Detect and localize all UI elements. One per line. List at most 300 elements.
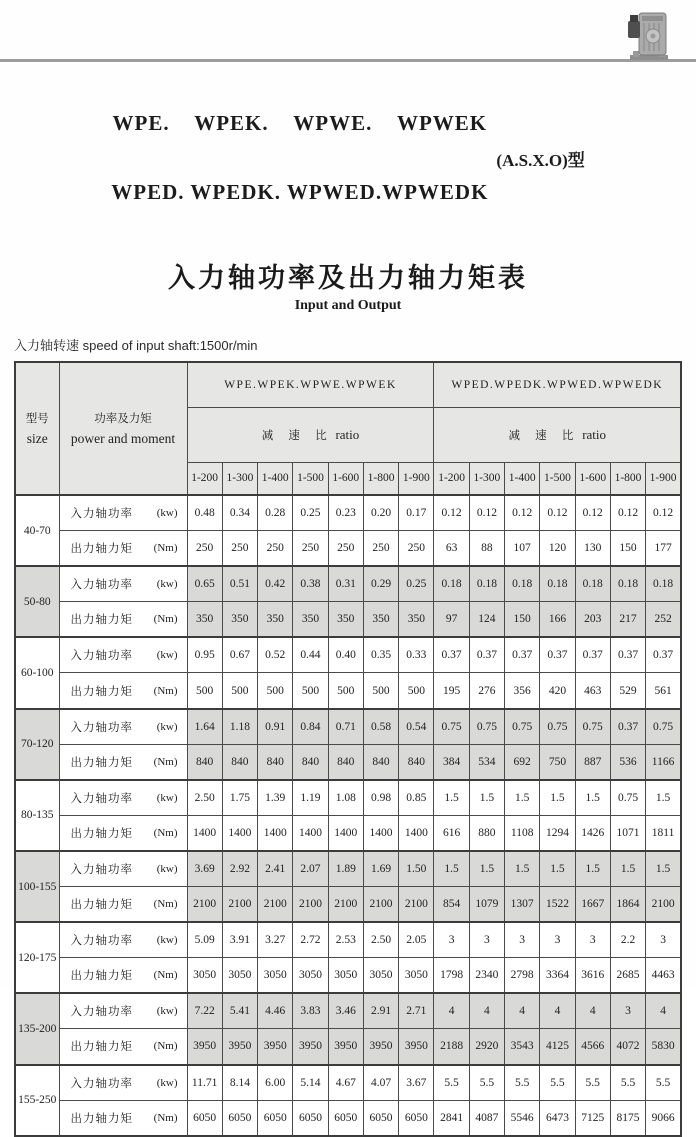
- power-120-175-g1-c4: 2.72: [293, 922, 328, 958]
- input-power-50-80-unit: (kw): [156, 578, 178, 591]
- torque-40-70-g2-c4: 120: [540, 531, 575, 567]
- torque-80-135-g1-c6: 1400: [363, 815, 398, 851]
- power-155-250-g2-c4: 5.5: [540, 1065, 575, 1101]
- torque-155-250-g1-c3: 6050: [258, 1100, 293, 1136]
- power-70-120-g2-c2: 0.75: [469, 709, 504, 745]
- torque-135-200-g2-c4: 4125: [540, 1029, 575, 1065]
- output-torque-120-175-label: 出力轴力矩: [70, 970, 133, 983]
- power-70-120-g1-c5: 0.71: [328, 709, 363, 745]
- input-power-155-250-label: 入力轴功率: [70, 1077, 133, 1090]
- power-50-80-g1-c7: 0.25: [399, 566, 434, 602]
- torque-40-70-g2-c2: 88: [469, 531, 504, 567]
- size-cell-155-250: 155-250: [15, 1065, 59, 1136]
- torque-80-135-g1-c1: 1400: [187, 815, 222, 851]
- torque-100-155-g2-c7: 2100: [646, 887, 681, 923]
- power-80-135-g1-c7: 0.85: [399, 780, 434, 816]
- output-torque-100-155-unit: (Nm): [153, 898, 178, 911]
- torque-50-80-g2-c6: 217: [610, 602, 645, 638]
- power-155-250-g1-c7: 3.67: [399, 1065, 434, 1101]
- torque-60-100-g2-c5: 463: [575, 673, 610, 709]
- power-135-200-g2-c2: 4: [469, 993, 504, 1029]
- power-50-80-g1-c2: 0.51: [222, 566, 257, 602]
- torque-60-100-g1-c1: 500: [187, 673, 222, 709]
- power-155-250-g1-c1: 11.71: [187, 1065, 222, 1101]
- torque-100-155-g1-c2: 2100: [222, 887, 257, 923]
- torque-70-120-g2-c7: 1166: [646, 744, 681, 780]
- power-120-175-g2-c7: 3: [646, 922, 681, 958]
- model-series-line1: WPE. WPEK. WPWE. WPWEK: [112, 111, 488, 135]
- torque-70-120-g2-c2: 534: [469, 744, 504, 780]
- torque-100-155-g1-c5: 2100: [328, 887, 363, 923]
- page-title-cn: 入力轴功率及出力轴力矩表: [168, 263, 528, 293]
- input-power-135-200-unit: (kw): [156, 1005, 178, 1018]
- power-70-120-g1-c6: 0.58: [363, 709, 398, 745]
- torque-135-200-g2-c6: 4072: [610, 1029, 645, 1065]
- power-155-250-g2-c6: 5.5: [610, 1065, 645, 1101]
- torque-100-155-g1-c4: 2100: [293, 887, 328, 923]
- input-power-80-135-unit: (kw): [156, 791, 178, 804]
- output-torque-70-120-unit: (Nm): [153, 755, 178, 768]
- input-power-100-155-label: 入力轴功率: [70, 863, 133, 876]
- torque-120-175-g1-c5: 3050: [328, 958, 363, 994]
- power-80-135-g2-c5: 1.5: [575, 780, 610, 816]
- output-torque-60-100-label: 出力轴力矩: [70, 685, 133, 698]
- torque-60-100-g1-c2: 500: [222, 673, 257, 709]
- power-120-175-g2-c3: 3: [505, 922, 540, 958]
- torque-70-120-g1-c4: 840: [293, 744, 328, 780]
- power-155-250-g1-c2: 8.14: [222, 1065, 257, 1101]
- torque-100-155-g2-c5: 1667: [575, 887, 610, 923]
- torque-70-120-g1-c3: 840: [258, 744, 293, 780]
- torque-40-70-g1-c2: 250: [222, 531, 257, 567]
- torque-155-250-g1-c1: 6050: [187, 1100, 222, 1136]
- power-155-250-g2-c2: 5.5: [469, 1065, 504, 1101]
- power-row-70-120: [15, 709, 681, 745]
- power-70-120-g2-c5: 0.75: [575, 709, 610, 745]
- power-60-100-g2-c6: 0.37: [610, 637, 645, 673]
- size-cell-50-80: 50-80: [15, 566, 59, 637]
- power-40-70-g2-c3: 0.12: [505, 495, 540, 531]
- torque-70-120-g2-c1: 384: [434, 744, 469, 780]
- input-power-70-120-label-cell: [59, 709, 187, 745]
- power-135-200-g1-c3: 4.46: [258, 993, 293, 1029]
- torque-80-135-g1-c5: 1400: [328, 815, 363, 851]
- torque-row-70-120: [15, 744, 681, 780]
- group2-ratio-header: 减 速 比 ratio: [434, 407, 681, 462]
- torque-40-70-g1-c7: 250: [399, 531, 434, 567]
- power-80-135-g1-c1: 2.50: [187, 780, 222, 816]
- power-100-155-g2-c6: 1.5: [610, 851, 645, 887]
- torque-155-250-g1-c7: 6050: [399, 1100, 434, 1136]
- torque-80-135-g1-c3: 1400: [258, 815, 293, 851]
- torque-70-120-g2-c5: 887: [575, 744, 610, 780]
- power-100-155-g2-c3: 1.5: [505, 851, 540, 887]
- torque-50-80-g1-c6: 350: [363, 602, 398, 638]
- input-power-40-70-label-cell: [59, 495, 187, 531]
- torque-120-175-g2-c7: 4463: [646, 958, 681, 994]
- torque-40-70-g1-c6: 250: [363, 531, 398, 567]
- torque-80-135-g2-c3: 1108: [505, 815, 540, 851]
- output-torque-155-250-unit: (Nm): [153, 1111, 178, 1124]
- input-power-100-155-unit: (kw): [156, 862, 178, 875]
- size-cell-40-70: 40-70: [15, 495, 59, 566]
- torque-80-135-g2-c2: 880: [469, 815, 504, 851]
- output-torque-70-120-label: 出力轴力矩: [70, 756, 133, 769]
- power-120-175-g1-c5: 2.53: [328, 922, 363, 958]
- power-120-175-g2-c1: 3: [434, 922, 469, 958]
- input-power-40-70-unit: (kw): [156, 507, 178, 520]
- power-80-135-g1-c6: 0.98: [363, 780, 398, 816]
- torque-70-120-g1-c7: 840: [399, 744, 434, 780]
- output-torque-40-70-label: 出力轴力矩: [70, 543, 133, 556]
- power-row-155-250: [15, 1065, 681, 1101]
- power-40-70-g1-c3: 0.28: [258, 495, 293, 531]
- torque-70-120-g1-c6: 840: [363, 744, 398, 780]
- power-50-80-g1-c4: 0.38: [293, 566, 328, 602]
- torque-50-80-g1-c7: 350: [399, 602, 434, 638]
- group1-header: WPE.WPEK.WPWE.WPWEK: [187, 362, 434, 407]
- gearbox-photo: [626, 5, 672, 63]
- power-40-70-g2-c4: 0.12: [540, 495, 575, 531]
- torque-155-250-g1-c4: 6050: [293, 1100, 328, 1136]
- output-torque-135-200-label-cell: [59, 1029, 187, 1065]
- torque-135-200-g1-c5: 3950: [328, 1029, 363, 1065]
- power-70-120-g1-c7: 0.54: [399, 709, 434, 745]
- size-cell-135-200: 135-200: [15, 993, 59, 1064]
- power-70-120-g2-c6: 0.37: [610, 709, 645, 745]
- input-power-135-200-label-cell: [59, 993, 187, 1029]
- power-100-155-g1-c2: 2.92: [222, 851, 257, 887]
- torque-60-100-g1-c5: 500: [328, 673, 363, 709]
- torque-50-80-g2-c1: 97: [434, 602, 469, 638]
- input-power-155-250-unit: (kw): [156, 1076, 178, 1089]
- power-135-200-g1-c4: 3.83: [293, 993, 328, 1029]
- power-60-100-g2-c7: 0.37: [646, 637, 681, 673]
- torque-60-100-g1-c4: 500: [293, 673, 328, 709]
- torque-155-250-g1-c2: 6050: [222, 1100, 257, 1136]
- document-header: [0, 0, 696, 314]
- power-row-100-155: [15, 851, 681, 887]
- torque-row-50-80: [15, 602, 681, 638]
- torque-80-135-g2-c4: 1294: [540, 815, 575, 851]
- torque-40-70-g1-c3: 250: [258, 531, 293, 567]
- power-70-120-g1-c2: 1.18: [222, 709, 257, 745]
- torque-155-250-g2-c7: 9066: [646, 1100, 681, 1136]
- torque-40-70-g2-c7: 177: [646, 531, 681, 567]
- power-60-100-g1-c4: 0.44: [293, 637, 328, 673]
- power-135-200-g1-c7: 2.71: [399, 993, 434, 1029]
- page-title-en: Input and Output: [294, 298, 402, 313]
- horizontal-rule: [0, 59, 696, 62]
- power-120-175-g2-c2: 3: [469, 922, 504, 958]
- model-series-list: [111, 66, 488, 250]
- output-torque-80-135-unit: (Nm): [153, 826, 178, 839]
- output-torque-135-200-label: 出力轴力矩: [70, 1041, 133, 1054]
- power-50-80-g2-c3: 0.18: [505, 566, 540, 602]
- power-80-135-g1-c4: 1.19: [293, 780, 328, 816]
- torque-135-200-g2-c3: 3543: [505, 1029, 540, 1065]
- size-column-header: [15, 362, 59, 495]
- power-155-250-g2-c7: 5.5: [646, 1065, 681, 1101]
- torque-135-200-g1-c3: 3950: [258, 1029, 293, 1065]
- power-50-80-g1-c6: 0.29: [363, 566, 398, 602]
- torque-40-70-g2-c6: 150: [610, 531, 645, 567]
- torque-60-100-g2-c3: 356: [505, 673, 540, 709]
- power-135-200-g2-c5: 4: [575, 993, 610, 1029]
- power-40-70-g1-c4: 0.25: [293, 495, 328, 531]
- output-torque-40-70-unit: (Nm): [153, 542, 178, 555]
- power-120-175-g1-c1: 5.09: [187, 922, 222, 958]
- power-60-100-g2-c5: 0.37: [575, 637, 610, 673]
- power-120-175-g1-c3: 3.27: [258, 922, 293, 958]
- power-80-135-g2-c7: 1.5: [646, 780, 681, 816]
- power-50-80-g2-c5: 0.18: [575, 566, 610, 602]
- torque-50-80-g2-c7: 252: [646, 602, 681, 638]
- power-50-80-g2-c6: 0.18: [610, 566, 645, 602]
- power-torque-table: [14, 361, 682, 1137]
- torque-135-200-g1-c4: 3950: [293, 1029, 328, 1065]
- power-120-175-g1-c7: 2.05: [399, 922, 434, 958]
- power-40-70-g2-c1: 0.12: [434, 495, 469, 531]
- power-155-250-g1-c6: 4.07: [363, 1065, 398, 1101]
- ratio-header-g2-1-200: 1-200: [434, 462, 469, 495]
- input-power-40-70-label: 入力轴功率: [70, 508, 133, 521]
- power-row-60-100: [15, 637, 681, 673]
- torque-50-80-g1-c1: 350: [187, 602, 222, 638]
- torque-100-155-g1-c6: 2100: [363, 887, 398, 923]
- torque-100-155-g1-c3: 2100: [258, 887, 293, 923]
- torque-60-100-g2-c4: 420: [540, 673, 575, 709]
- torque-135-200-g1-c6: 3950: [363, 1029, 398, 1065]
- power-120-175-g1-c6: 2.50: [363, 922, 398, 958]
- type-suffix: (A.S.X.O)型: [496, 150, 585, 170]
- power-135-200-g2-c3: 4: [505, 993, 540, 1029]
- torque-135-200-g1-c1: 3950: [187, 1029, 222, 1065]
- size-header-cn: 型号: [25, 412, 49, 425]
- power-155-250-g1-c3: 6.00: [258, 1065, 293, 1101]
- power-50-80-g1-c5: 0.31: [328, 566, 363, 602]
- torque-120-175-g1-c3: 3050: [258, 958, 293, 994]
- size-cell-70-120: 70-120: [15, 709, 59, 780]
- output-torque-40-70-label-cell: [59, 531, 187, 567]
- power-120-175-g2-c5: 3: [575, 922, 610, 958]
- power-40-70-g2-c5: 0.12: [575, 495, 610, 531]
- input-power-100-155-label-cell: [59, 851, 187, 887]
- torque-80-135-g2-c1: 616: [434, 815, 469, 851]
- size-cell-80-135: 80-135: [15, 780, 59, 851]
- torque-50-80-g1-c2: 350: [222, 602, 257, 638]
- torque-row-100-155: [15, 887, 681, 923]
- power-40-70-g2-c6: 0.12: [610, 495, 645, 531]
- torque-60-100-g1-c6: 500: [363, 673, 398, 709]
- power-60-100-g1-c2: 0.67: [222, 637, 257, 673]
- ratio-header-g2-1-500: 1-500: [540, 462, 575, 495]
- torque-100-155-g2-c1: 854: [434, 887, 469, 923]
- output-torque-80-135-label: 出力轴力矩: [70, 827, 133, 840]
- power-80-135-g2-c1: 1.5: [434, 780, 469, 816]
- power-135-200-g1-c2: 5.41: [222, 993, 257, 1029]
- input-power-155-250-label-cell: [59, 1065, 187, 1101]
- torque-120-175-g2-c6: 2685: [610, 958, 645, 994]
- power-70-120-g2-c3: 0.75: [505, 709, 540, 745]
- power-50-80-g2-c4: 0.18: [540, 566, 575, 602]
- torque-155-250-g2-c5: 7125: [575, 1100, 610, 1136]
- output-torque-100-155-label-cell: [59, 887, 187, 923]
- torque-80-135-g2-c6: 1071: [610, 815, 645, 851]
- input-shaft-speed-note: 入力轴转速 speed of input shaft:1500r/min: [14, 338, 258, 353]
- torque-155-250-g2-c6: 8175: [610, 1100, 645, 1136]
- torque-120-175-g1-c2: 3050: [222, 958, 257, 994]
- input-power-50-80-label-cell: [59, 566, 187, 602]
- torque-50-80-g2-c5: 203: [575, 602, 610, 638]
- torque-40-70-g1-c5: 250: [328, 531, 363, 567]
- output-torque-80-135-label-cell: [59, 815, 187, 851]
- ratio-header-g1-1-600: 1-600: [328, 462, 363, 495]
- output-torque-60-100-label-cell: [59, 673, 187, 709]
- output-torque-60-100-unit: (Nm): [153, 684, 178, 697]
- torque-135-200-g2-c1: 2188: [434, 1029, 469, 1065]
- power-120-175-g2-c6: 2.2: [610, 922, 645, 958]
- power-70-120-g1-c1: 1.64: [187, 709, 222, 745]
- torque-70-120-g1-c1: 840: [187, 744, 222, 780]
- power-60-100-g1-c1: 0.95: [187, 637, 222, 673]
- power-40-70-g2-c2: 0.12: [469, 495, 504, 531]
- output-torque-100-155-label: 出力轴力矩: [70, 899, 133, 912]
- torque-60-100-g2-c1: 195: [434, 673, 469, 709]
- torque-70-120-g1-c2: 840: [222, 744, 257, 780]
- ratio-header-g2-1-900: 1-900: [646, 462, 681, 495]
- power-120-175-g2-c4: 3: [540, 922, 575, 958]
- torque-60-100-g1-c3: 500: [258, 673, 293, 709]
- power-100-155-g1-c1: 3.69: [187, 851, 222, 887]
- torque-155-250-g1-c6: 6050: [363, 1100, 398, 1136]
- torque-40-70-g1-c1: 250: [187, 531, 222, 567]
- power-70-120-g2-c1: 0.75: [434, 709, 469, 745]
- torque-50-80-g2-c3: 150: [505, 602, 540, 638]
- torque-70-120-g2-c3: 692: [505, 744, 540, 780]
- torque-120-175-g2-c2: 2340: [469, 958, 504, 994]
- output-torque-50-80-label: 出力轴力矩: [70, 614, 133, 627]
- power-135-200-g1-c1: 7.22: [187, 993, 222, 1029]
- torque-155-250-g2-c2: 4087: [469, 1100, 504, 1136]
- torque-70-120-g2-c4: 750: [540, 744, 575, 780]
- table-head-body: [15, 362, 681, 495]
- size-header-en: size: [26, 430, 48, 446]
- torque-40-70-g1-c4: 250: [293, 531, 328, 567]
- torque-row-80-135: [15, 815, 681, 851]
- torque-155-250-g2-c3: 5546: [505, 1100, 540, 1136]
- power-80-135-g1-c3: 1.39: [258, 780, 293, 816]
- pm-header-cn: 功率及力矩: [94, 412, 152, 425]
- torque-155-250-g2-c4: 6473: [540, 1100, 575, 1136]
- torque-80-135-g1-c7: 1400: [399, 815, 434, 851]
- power-60-100-g2-c2: 0.37: [469, 637, 504, 673]
- output-torque-155-250-label-cell: [59, 1100, 187, 1136]
- torque-60-100-g1-c7: 500: [399, 673, 434, 709]
- power-row-120-175: [15, 922, 681, 958]
- torque-120-175-g2-c3: 2798: [505, 958, 540, 994]
- power-80-135-g2-c3: 1.5: [505, 780, 540, 816]
- power-155-250-g2-c3: 5.5: [505, 1065, 540, 1101]
- power-row-40-70: [15, 495, 681, 531]
- ratio-header-g1-1-200: 1-200: [187, 462, 222, 495]
- power-80-135-g2-c6: 0.75: [610, 780, 645, 816]
- power-50-80-g1-c1: 0.65: [187, 566, 222, 602]
- output-torque-50-80-label-cell: [59, 602, 187, 638]
- ratio-header-g2-1-400: 1-400: [505, 462, 540, 495]
- table-body: [15, 495, 681, 1136]
- output-torque-120-175-unit: (Nm): [153, 969, 178, 982]
- input-power-80-135-label-cell: [59, 780, 187, 816]
- group2-header: WPED.WPEDK.WPWED.WPWEDK: [434, 362, 681, 407]
- output-torque-120-175-label-cell: [59, 958, 187, 994]
- power-row-50-80: [15, 566, 681, 602]
- power-70-120-g2-c4: 0.75: [540, 709, 575, 745]
- torque-100-155-g1-c7: 2100: [399, 887, 434, 923]
- power-50-80-g2-c2: 0.18: [469, 566, 504, 602]
- pm-header-en: power and moment: [70, 430, 176, 446]
- ratio-header-g2-1-300: 1-300: [469, 462, 504, 495]
- size-cell-120-175: 120-175: [15, 922, 59, 993]
- torque-100-155-g1-c1: 2100: [187, 887, 222, 923]
- torque-40-70-g2-c5: 130: [575, 531, 610, 567]
- input-power-120-175-label: 入力轴功率: [70, 935, 133, 948]
- power-40-70-g1-c7: 0.17: [399, 495, 434, 531]
- power-50-80-g2-c7: 0.18: [646, 566, 681, 602]
- group1-ratio-header: 减 速 比 ratio: [187, 407, 434, 462]
- torque-60-100-g2-c6: 529: [610, 673, 645, 709]
- torque-155-250-g1-c5: 6050: [328, 1100, 363, 1136]
- power-70-120-g1-c4: 0.84: [293, 709, 328, 745]
- power-100-155-g2-c7: 1.5: [646, 851, 681, 887]
- torque-135-200-g2-c2: 2920: [469, 1029, 504, 1065]
- power-60-100-g2-c3: 0.37: [505, 637, 540, 673]
- torque-80-135-g2-c5: 1426: [575, 815, 610, 851]
- power-40-70-g1-c5: 0.23: [328, 495, 363, 531]
- torque-100-155-g2-c2: 1079: [469, 887, 504, 923]
- input-power-70-120-unit: (kw): [156, 720, 178, 733]
- ratio-header-g1-1-900: 1-900: [399, 462, 434, 495]
- torque-135-200-g2-c7: 5830: [646, 1029, 681, 1065]
- power-50-80-g2-c1: 0.18: [434, 566, 469, 602]
- power-100-155-g1-c5: 1.89: [328, 851, 363, 887]
- power-60-100-g1-c6: 0.35: [363, 637, 398, 673]
- torque-row-40-70: [15, 531, 681, 567]
- input-power-120-175-unit: (kw): [156, 934, 178, 947]
- ratio-header-g1-1-300: 1-300: [222, 462, 257, 495]
- power-40-70-g1-c6: 0.20: [363, 495, 398, 531]
- power-135-200-g1-c6: 2.91: [363, 993, 398, 1029]
- power-155-250-g1-c5: 4.67: [328, 1065, 363, 1101]
- torque-50-80-g1-c3: 350: [258, 602, 293, 638]
- power-moment-column-header: [59, 362, 187, 495]
- torque-135-200-g2-c5: 4566: [575, 1029, 610, 1065]
- power-40-70-g1-c1: 0.48: [187, 495, 222, 531]
- output-torque-50-80-unit: (Nm): [153, 613, 178, 626]
- torque-120-175-g2-c1: 1798: [434, 958, 469, 994]
- power-60-100-g1-c3: 0.52: [258, 637, 293, 673]
- power-100-155-g1-c3: 2.41: [258, 851, 293, 887]
- torque-80-135-g2-c7: 1811: [646, 815, 681, 851]
- torque-70-120-g2-c6: 536: [610, 744, 645, 780]
- power-135-200-g2-c1: 4: [434, 993, 469, 1029]
- torque-120-175-g2-c4: 3364: [540, 958, 575, 994]
- power-40-70-g2-c7: 0.12: [646, 495, 681, 531]
- power-60-100-g1-c7: 0.33: [399, 637, 434, 673]
- power-row-80-135: [15, 780, 681, 816]
- torque-row-120-175: [15, 958, 681, 994]
- power-135-200-g2-c6: 3: [610, 993, 645, 1029]
